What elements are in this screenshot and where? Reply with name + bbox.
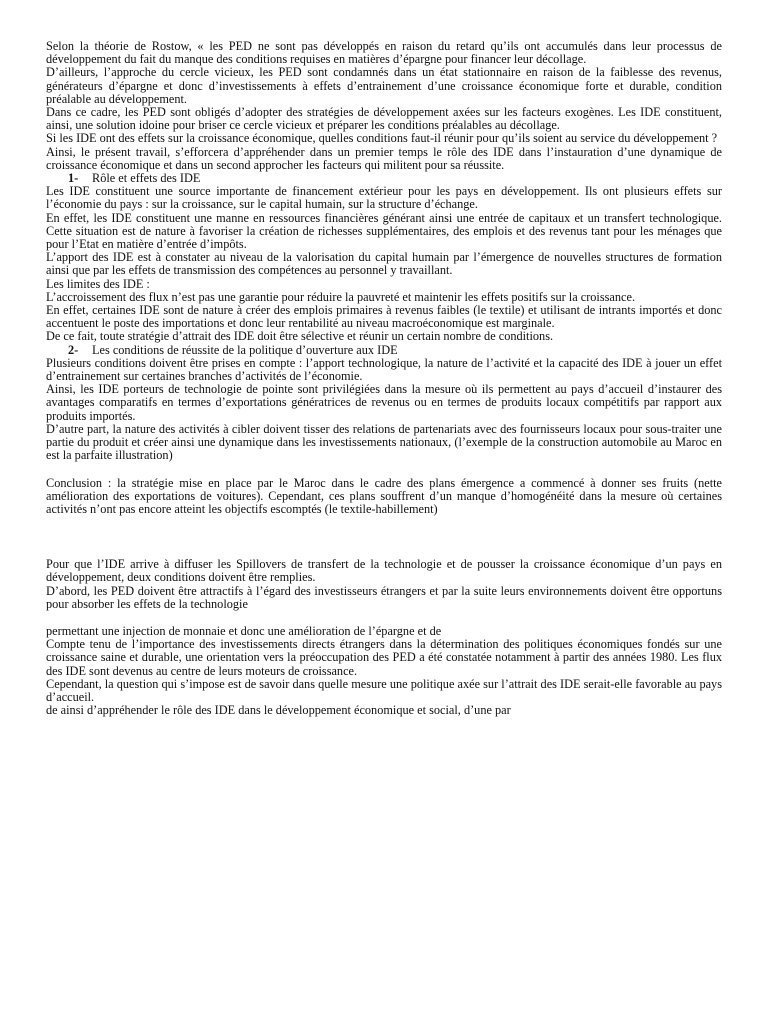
paragraph-partenariats: D’autre part, la nature des activités à cibler doivent tisser des relations de partenariats avec des fournisseurs locaux pour sous-traiter une partie du produit et créer ainsi une dynamique dans les investissements nationaux, (l’exemple de la construction automobile au Maroc en est la parfaite illustration) (46, 421, 722, 463)
paragraph-cercle-vicieux: D’ailleurs, l’approche du cercle vicieux, les PED sont condamnés dans un état stationnaire en raison de la faiblesse des revenus, générateurs d’épargne et donc d’investissements à effets d’entrainement d’une croissance économique forte et durable, condition préalable au développement. (46, 65, 722, 106)
paragraph-manne: En effet, les IDE constituent une manne en ressources financières générant ainsi une entrée de capitaux et un transfert technologique. Cette situation est de nature à favoriser la création de richesses supplémentaires, des emplois et des revenus tant pour les ménages que pour l’Etat en matière d’entrée d’impôts. (46, 210, 722, 252)
paragraph-question: Si les IDE ont des effets sur la croissance économique, quelles conditions faut-il réunir pour qu’ils soient au service du développement ? (46, 131, 718, 146)
section-heading-2 (46, 344, 722, 357)
paragraph-attractifs: D’abord, les PED doivent être attractifs à l’égard des investisseurs étrangers et par la suite leurs environnements doivent être opportuns pour absorber les effets de la technologie (46, 583, 722, 611)
spacer (46, 463, 722, 477)
paragraph-conditions: Plusieurs conditions doivent être prises en compte : l’apport technologique, la nature de l’activité et la capacité des IDE à jouer un effet d’entrainement sur certaines branches d’activités de l’économie. (46, 355, 722, 384)
paragraph-source-financement: Les IDE constituent une source importante de financement extérieur pour les pays en développement. Ils ont plusieurs effets sur l’économie du pays : sur la croissance, sur le capital humain, sur la structure d’échange. (46, 184, 722, 212)
section-number-1: 1- (68, 171, 79, 186)
paragraph-limites-title: Les limites des IDE : (46, 276, 150, 291)
section-title-1: Rôle et effets des IDE (92, 171, 201, 186)
spacer (46, 611, 722, 625)
paragraph-plan: Ainsi, le présent travail, s’efforcera d’appréhender dans un premier temps le rôle des IDE dans l’instauration d’une dynamique de croissance économique et dans un second approcher les facteurs qui militent pour sa réussite. (46, 144, 722, 172)
paragraph-technologie-pointe: Ainsi, les IDE porteurs de technologie de pointe sont privilégiées dans la mesure où ils permettent au pays d’accueil d’instaurer des avantages comparatifs en termes d’exportations génératrices de revenus ou en termes de produits locaux compétitifs par rapport aux produits importés. (46, 382, 722, 423)
paragraph-emplois-primaires: En effet, certaines IDE sont de nature à créer des emplois primaires à revenus faibles (le textile) et utilisant de intrants importés et donc accentuent le poste des importations et donc leur rentabilité au niveau macroéconomique est marginale. (46, 303, 722, 331)
spacer (46, 516, 722, 558)
paragraph-accroissement: L’accroissement des flux n’est pas une garantie pour réduire la pauvreté et maintenir les effets positifs sur la croissance. (46, 289, 636, 304)
paragraph-question-attrait: Cependant, la question qui s’impose est de savoir dans quelle mesure une politique axée sur l’attrait des IDE serait-elle favorable au pays d’accueil. (46, 676, 722, 704)
paragraph-conclusion: Conclusion : la stratégie mise en place par le Maroc dans le cadre des plans émergence a commencé à donner ses fruits (nette amélioration des exportations de voitures). Cependant, ces plans souffrent d’un manque d’homogénéité dans la mesure où certaines activités n’ont pas encore atteint les objectifs escomptés (le textile-habillement) (46, 475, 722, 516)
document-page (46, 40, 722, 717)
section-title-2: Les conditions de réussite de la politique d’ouverture aux IDE (92, 342, 398, 357)
paragraph-fragment-final: de ainsi d’appréhender le rôle des IDE dans le développement économique et social, d’une par (46, 703, 511, 718)
paragraph-strategie-selective: De ce fait, toute stratégie d’attrait des IDE doit être sélective et réunir un certain nombre de conditions. (46, 329, 554, 344)
paragraph-compte-tenu: Compte tenu de l’importance des investissements directs étrangers dans la détermination des politiques économiques fondés sur une croissance saine et durable, une orientation vers la préoccupation des PED a été constatée notamment à partir des années 1980. Les flux des IDE sont devenus au centre de leurs moteurs de croissance. (46, 637, 722, 678)
paragraph-fragment-monnaie: permettant une injection de monnaie et donc une amélioration de l’épargne et de (46, 623, 442, 638)
paragraph-spillovers: Pour que l’IDE arrive à diffuser les Spillovers de transfert de la technologie et de pousser la croissance économique d’un pays en développement, deux conditions doivent être remplies. (46, 557, 722, 585)
section-number-2: 2- (68, 342, 79, 357)
paragraph-capital-humain: L’apport des IDE est à constater au niveau de la valorisation du capital humain par l’émergence de nouvelles structures de formation ainsi que par les effets de transmission des compétences au personnel y travaillant. (46, 250, 722, 278)
paragraph-cadre: Dans ce cadre, les PED sont obligés d’adopter des stratégies de développement axées sur les facteurs exogènes. Les IDE constituent, ainsi, une solution idoine pour briser ce cercle vicieux et préparer les conditions préalables au décollage. (46, 105, 722, 133)
paragraph-rostow: Selon la théorie de Rostow, « les PED ne sont pas développés en raison du retard qu’ils ont accumulés dans leur processus de développement du fait du manque des conditions requises en matières d’épargne pour financer leur décollage. (46, 39, 722, 67)
